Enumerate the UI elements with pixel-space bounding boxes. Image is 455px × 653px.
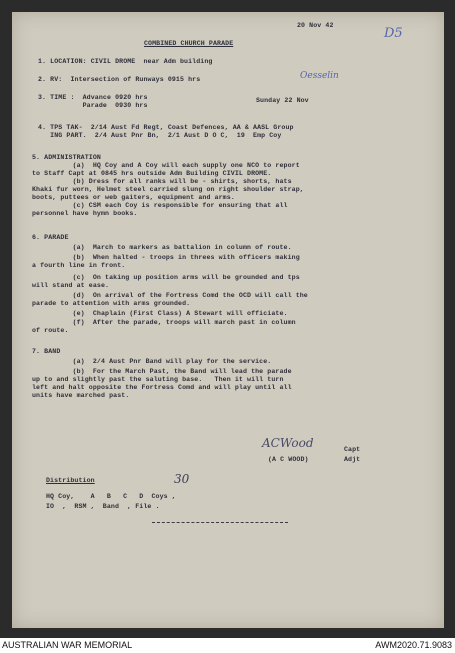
document-date: 20 Nov 42 — [297, 22, 334, 29]
footer-ref: AWM2020.71.9083 — [375, 640, 452, 650]
band-line-1: 7. BAND — [32, 348, 61, 355]
time-day: Sunday 22 Nov — [256, 97, 309, 104]
parade-line-4: a fourth line in front. — [32, 262, 126, 269]
parade-line-2: (a) March to markers as battalion in column of route. — [32, 244, 292, 251]
band-line-6: units have marched past. — [32, 392, 130, 399]
location-line: 1. LOCATION: CIVIL DROME near Adm building — [38, 58, 213, 65]
admin-line-4: (b) Dress for all ranks will be - shirts, shorts, hats — [32, 178, 292, 185]
handwritten-corner-mark: D5 — [384, 26, 403, 41]
band-line-3: (b) For the March Past, the Band will lead the parade — [32, 368, 292, 375]
time-line-1: 3. TIME : Advance 0920 hrs — [38, 94, 148, 101]
parade-line-11: of route. — [32, 327, 69, 334]
parade-line-5: (c) On taking up position arms will be grounded and tps — [32, 274, 300, 281]
admin-line-5: Khaki fur worn, Helmet steel carried slung on right shoulder strap, — [32, 186, 304, 193]
band-line-2: (a) 2/4 Aust Pnr Band will play for the service. — [32, 358, 272, 365]
distribution-line-1: HQ Coy, A B C D Coys , — [46, 493, 176, 500]
handwritten-rv-note: Oesselin — [300, 71, 339, 81]
document-title: COMBINED CHURCH PARADE — [144, 40, 234, 47]
time-line-2: Parade 0930 hrs — [38, 102, 148, 109]
band-line-5: left and halt opposite the Fortress Comd and will play until all — [32, 384, 292, 391]
parade-line-7: (d) On arrival of the Fortress Comd the OCD will call the — [32, 292, 308, 299]
tps-line-2: ING PART. 2/4 Aust Pnr Bn, 2/1 Aust D O C, 19 Emp Coy — [38, 132, 282, 139]
admin-line-8: personnel have hymn books. — [32, 210, 138, 217]
band-line-4: up to and slightly past the saluting base. Then it will turn — [32, 376, 284, 383]
parade-line-9: (e) Chaplain (First Class) A Stewart will officiate. — [32, 310, 288, 317]
admin-line-6: boots, puttees or web gaiters, equipment and arms. — [32, 194, 235, 201]
admin-line-2: (a) HQ Coy and A Coy will each supply one NCO to report — [32, 162, 300, 169]
parade-line-8: parade to attention with arms grounded. — [32, 300, 191, 307]
admin-line-1: 5. ADMINISTRATION — [32, 154, 101, 161]
footer-source: AUSTRALIAN WAR MEMORIAL — [2, 640, 133, 650]
signature-rank-capt: Capt — [344, 446, 361, 453]
parade-line-1: 6. PARADE — [32, 234, 69, 241]
distribution-line-2: IO , RSM , Band , File . — [46, 503, 160, 510]
admin-line-3: to Staff Capt at 0845 hrs outside Adm Building CIVIL DROME. — [32, 170, 272, 177]
admin-line-7: (c) CSM each Coy is responsible for ensuring that all — [32, 202, 288, 209]
parade-line-10: (f) After the parade, troops will march past in column — [32, 319, 296, 326]
handwritten-signature: ACWood — [262, 436, 314, 450]
parade-line-3: (b) When halted - troops in threes with officers making — [32, 254, 300, 261]
rv-line: 2. RV: Intersection of Runways 0915 hrs — [38, 76, 201, 83]
tps-line-1: 4. TPS TAK- 2/14 Aust Fd Regt, Coast Defences, AA & AASL Group — [38, 124, 294, 131]
handwritten-count: 30 — [174, 472, 190, 486]
parade-line-6: will stand at ease. — [32, 282, 110, 289]
document-page — [12, 12, 444, 628]
footer-bar — [0, 638, 455, 653]
signature-rank-adjt: Adjt — [344, 456, 361, 463]
signature-name: (A C WOOD) — [268, 456, 309, 463]
closing-rule — [152, 522, 288, 524]
distribution-heading: Distribution — [46, 477, 95, 484]
